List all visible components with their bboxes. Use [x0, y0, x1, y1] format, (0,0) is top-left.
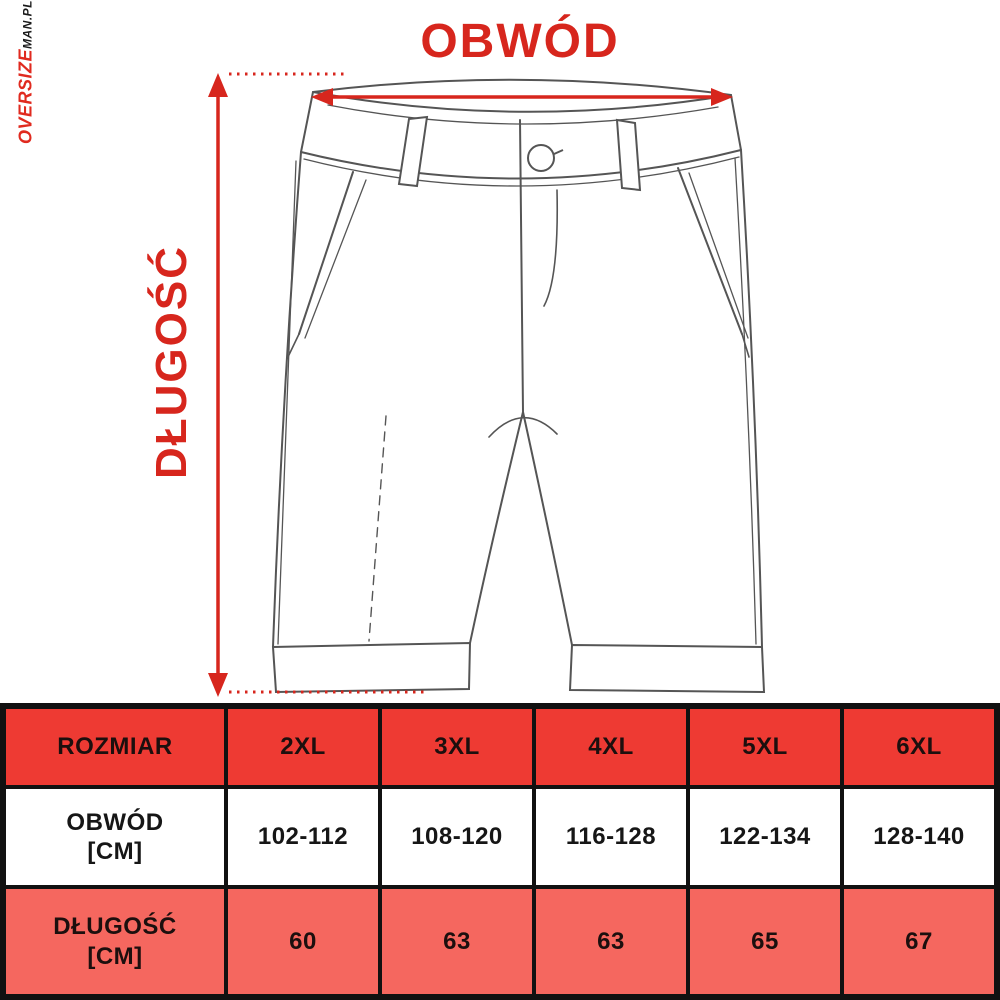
row-label-obwod-text: OBWÓD [66, 808, 164, 836]
table-cell-obwod-3xl: 108-120 [380, 787, 534, 887]
brand-logo-primary: OVERSIZE [15, 48, 36, 145]
table-cell-obwod-4xl: 116-128 [534, 787, 688, 887]
length-label: DŁUGOŚĆ [147, 245, 196, 479]
table-cell-dlugosc-2xl: 60 [226, 887, 380, 996]
row-label-dlugosc [4, 887, 226, 996]
row-label-dlugosc-unit: [CM] [87, 942, 143, 970]
table-cell-dlugosc-4xl: 63 [534, 887, 688, 996]
table-header-5xl: 5XL [688, 707, 842, 787]
brand-logo-secondary: MAN.PL [20, 0, 35, 49]
table-cell-obwod-5xl: 122-134 [688, 787, 842, 887]
table-cell-obwod-2xl: 102-112 [226, 787, 380, 887]
table-cell-dlugosc-3xl: 63 [380, 887, 534, 996]
shorts-outline [273, 80, 764, 692]
size-table [0, 703, 1000, 1000]
circumference-label: OBWÓD [420, 15, 620, 68]
table-cell-dlugosc-5xl: 65 [688, 887, 842, 996]
table-header-6xl: 6XL [842, 707, 996, 787]
row-label-obwod [4, 787, 226, 887]
row-label-dlugosc-text: DŁUGOŚĆ [53, 913, 177, 941]
table-cell-dlugosc-6xl: 67 [842, 887, 996, 996]
dotted-guides [229, 74, 424, 692]
table-header-4xl: 4XL [534, 707, 688, 787]
row-label-obwod-unit: [CM] [87, 838, 143, 865]
waist-button [528, 145, 563, 171]
table-header-2xl: 2XL [226, 707, 380, 787]
table-header-3xl: 3XL [380, 707, 534, 787]
length-arrow [208, 73, 228, 697]
brand-logo [16, 0, 37, 144]
table-header-rozmiar: ROZMIAR [4, 707, 226, 787]
table-cell-obwod-6xl: 128-140 [842, 787, 996, 887]
